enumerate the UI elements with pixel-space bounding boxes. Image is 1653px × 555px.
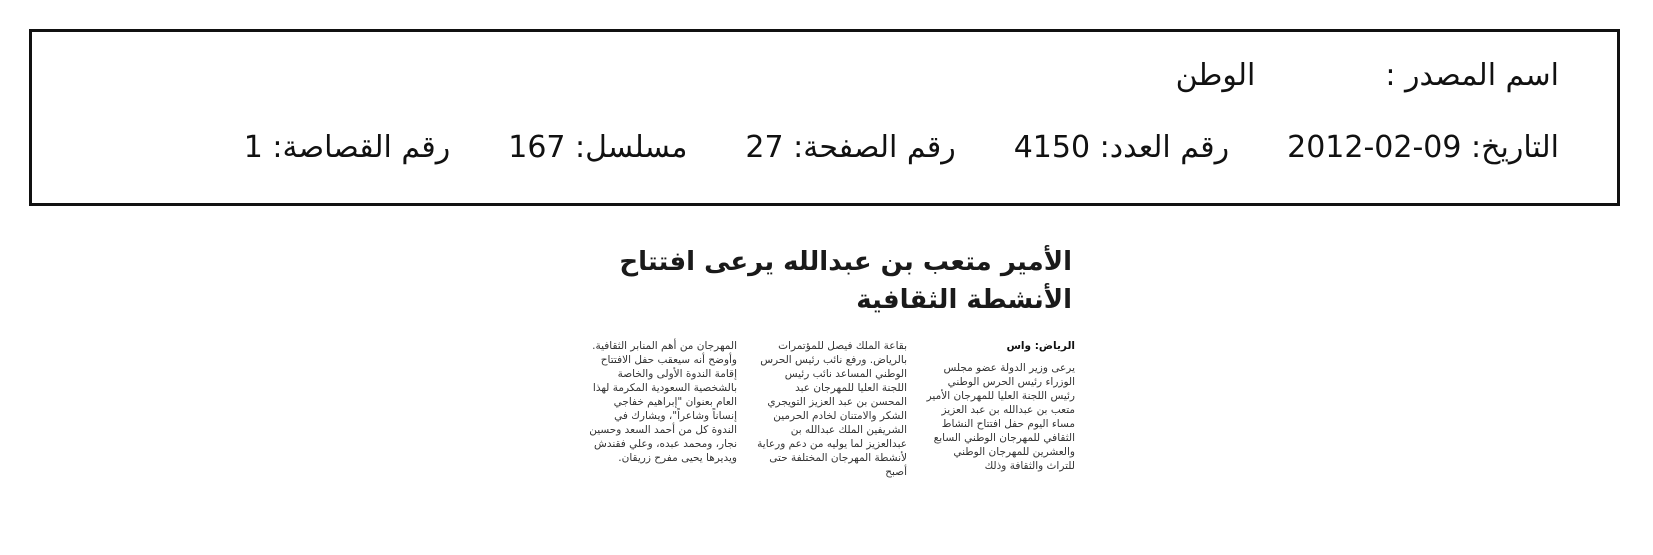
source-value: الوطن: [1175, 58, 1256, 93]
clipping-number-label: رقم القصاصة:: [272, 130, 451, 165]
article-column-2: [757, 339, 907, 479]
page-field: [745, 130, 955, 165]
issue-label: رقم العدد:: [1099, 130, 1230, 165]
headline-line-2: الأنشطة الثقافية: [856, 285, 1072, 315]
date-field: [1287, 130, 1559, 165]
clipping-number-field: [244, 130, 450, 165]
clipping-metadata-box: [29, 29, 1620, 206]
page-label: رقم الصفحة:: [793, 130, 956, 165]
column-1-text: يرعى وزير الدولة عضو مجلس الوزراء رئيس الحرس الوطني رئيس اللجنة العليا للمهرجان الأمير متعب بن عبدالله بن عبد العزيز مساء اليوم حفل افتتاح النشاط الثقافي للمهرجان الوطني السابع والعشرين للمهرجان الوطني للتراث والثقافة وذلك: [926, 362, 1075, 472]
headline-line-1: الأمير متعب بن عبدالله يرعى افتتاح: [619, 247, 1072, 277]
column-2-text: بقاعة الملك فيصل للمؤتمرات بالرياض. ورفع نائب رئيس الحرس الوطني المساعد نائب رئيس اللجنة العليا للمهرجان عبد المحسن بن عبد العزيز التويجري الشكر والامتنان لخادم الحرمين الشريفين الملك عبدالله بن عبدالعزيز لما يوليه من دعم ورعاية لأنشطة المهرجان المختلفة حتى أصبح: [757, 340, 907, 478]
source-label: اسم المصدر :: [1385, 58, 1559, 93]
article-column-1: [925, 339, 1075, 473]
serial-label: مسلسل:: [575, 130, 688, 165]
serial-value: 167: [508, 130, 566, 165]
newspaper-clipping: [555, 243, 1075, 533]
details-row: [244, 130, 1559, 165]
column-3-text: المهرجان من أهم المنابر الثقافية. وأوضح أنه سيعقب حفل الافتتاح إقامة الندوة الأولى والخاصة بالشخصية السعودية المكرمة لهذا العام بعنوان "إبراهيم خفاجي إنساناً وشاعراً"، ويشارك في الندوة كل من أحمد السعد وحسين نجار، ومحمد عبده، وعلي فقندش ويديرها يحيى مفرح زريقان.: [589, 340, 737, 464]
issue-value: 4150: [1013, 130, 1091, 165]
article-byline: الرياض: واس: [1006, 340, 1075, 352]
clipping-number-value: 1: [243, 130, 263, 165]
issue-field: [1014, 130, 1229, 165]
date-value: 2012-02-09: [1287, 130, 1462, 165]
source-row: [1176, 58, 1559, 93]
page-value: 27: [745, 130, 784, 165]
article-headline: [552, 243, 1072, 319]
date-label: التاريخ:: [1471, 130, 1559, 165]
serial-field: [508, 130, 687, 165]
article-column-3: [587, 339, 737, 465]
